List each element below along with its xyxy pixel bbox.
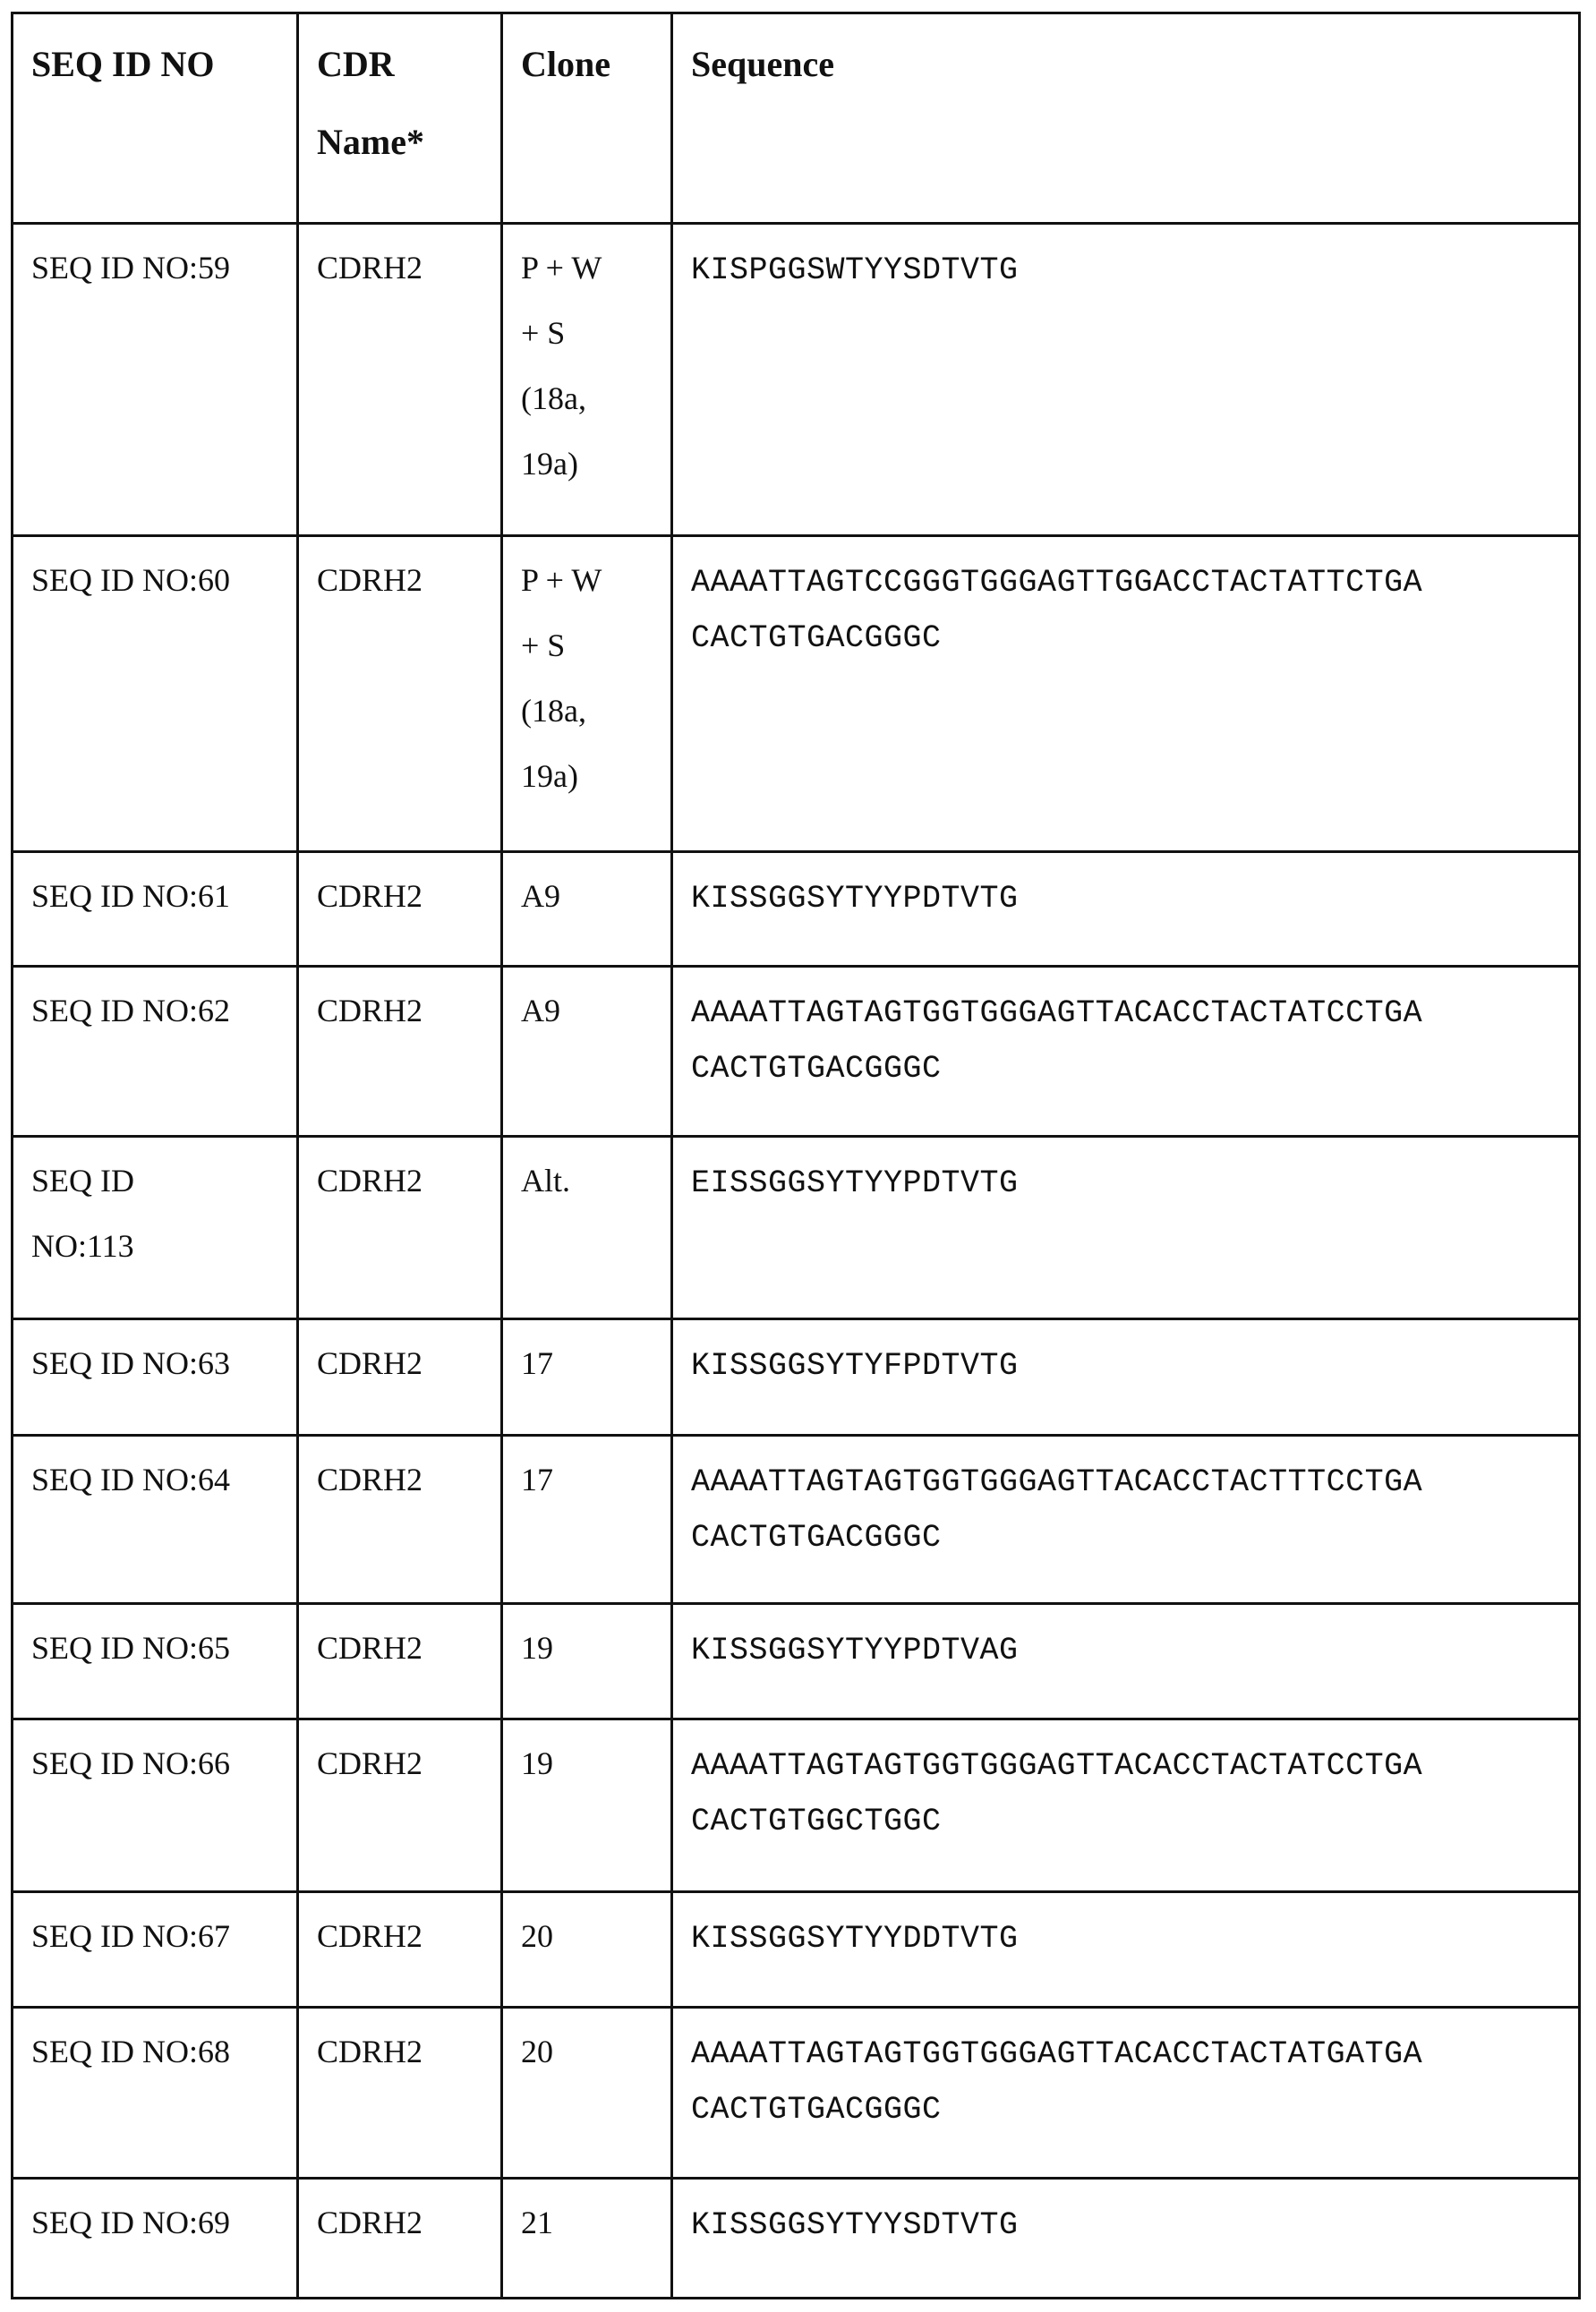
cdr-name-cell-value: CDRH2 xyxy=(317,993,423,1028)
sequence-cell-line: KISSGGSYTYYDDTVTG xyxy=(691,1921,1019,1957)
seq-id-cell xyxy=(13,1892,298,2008)
sequence-cell xyxy=(672,2179,1580,2299)
table-row xyxy=(13,1436,1580,1604)
clone-cell-line: 19 xyxy=(521,1630,553,1666)
sequence-cell-line: KISSGGSYTYYSDTVTG xyxy=(691,2207,1019,2243)
table-row xyxy=(13,2179,1580,2299)
sequence-cell-line: CACTGTGACGGGC xyxy=(691,1520,942,1556)
clone-cell-line: 20 xyxy=(521,2034,553,2069)
cdr-name-cell-value: CDRH2 xyxy=(317,1462,423,1497)
cdr-name-cell xyxy=(298,1436,502,1604)
sequence-cell xyxy=(672,1892,1580,2008)
clone-cell xyxy=(502,852,672,967)
header-clone-label: Clone xyxy=(521,44,610,84)
clone-cell xyxy=(502,536,672,852)
table-row xyxy=(13,536,1580,852)
seq-id-cell-line: SEQ ID NO:63 xyxy=(31,1345,230,1381)
header-sequence xyxy=(672,13,1580,224)
clone-cell xyxy=(502,967,672,1137)
seq-id-cell xyxy=(13,852,298,967)
table-row xyxy=(13,224,1580,536)
table-row xyxy=(13,1719,1580,1892)
sequence-cell-line: AAAATTAGTAGTGGTGGGAGTTACACCTACTATCCTGA xyxy=(691,1748,1423,1784)
sequence-cell-line: CACTGTGACGGGC xyxy=(691,1051,942,1087)
table-row xyxy=(13,1892,1580,2008)
cdr-name-cell xyxy=(298,852,502,967)
cdr-name-cell xyxy=(298,1319,502,1436)
clone-cell xyxy=(502,2008,672,2179)
seq-id-cell-line: SEQ ID NO:60 xyxy=(31,562,230,598)
cdr-name-cell-value: CDRH2 xyxy=(317,1918,423,1954)
clone-cell xyxy=(502,1319,672,1436)
clone-cell xyxy=(502,1719,672,1892)
cdr-name-cell xyxy=(298,2008,502,2179)
table-row xyxy=(13,1137,1580,1319)
header-row xyxy=(13,13,1580,224)
clone-cell-line: (18a, xyxy=(521,693,586,729)
sequence-cell-line: KISSGGSYTYYPDTVAG xyxy=(691,1633,1019,1668)
cdr-name-cell xyxy=(298,2179,502,2299)
cdr-name-cell-value: CDRH2 xyxy=(317,2034,423,2069)
clone-cell xyxy=(502,1892,672,2008)
seq-id-cell-line: SEQ ID NO:62 xyxy=(31,993,230,1028)
cdr-name-cell-value: CDRH2 xyxy=(317,2205,423,2240)
clone-cell-line: 17 xyxy=(521,1462,553,1497)
sequence-cell xyxy=(672,1137,1580,1319)
clone-cell xyxy=(502,1604,672,1719)
clone-cell-line: P + W xyxy=(521,562,602,598)
header-cdr-name-line2: Name* xyxy=(317,122,424,162)
clone-cell xyxy=(502,224,672,536)
cdr-name-cell-value: CDRH2 xyxy=(317,1163,423,1199)
clone-cell-line: P + W xyxy=(521,250,602,286)
clone-cell xyxy=(502,1137,672,1319)
seq-id-cell xyxy=(13,224,298,536)
sequence-cell xyxy=(672,967,1580,1137)
cdr-name-cell-value: CDRH2 xyxy=(317,1630,423,1666)
seq-id-cell-line: SEQ ID NO:61 xyxy=(31,878,230,914)
header-clone xyxy=(502,13,672,224)
sequence-cell xyxy=(672,1436,1580,1604)
seq-id-cell-line: SEQ ID NO:68 xyxy=(31,2034,230,2069)
cdr-name-cell xyxy=(298,1892,502,2008)
table-row xyxy=(13,1319,1580,1436)
seq-id-cell-line: SEQ ID NO:59 xyxy=(31,250,230,286)
cdr-name-cell xyxy=(298,224,502,536)
sequence-cell-line: KISPGGSWTYYSDTVTG xyxy=(691,252,1019,288)
sequence-cell xyxy=(672,1319,1580,1436)
seq-id-cell-line: SEQ ID NO:65 xyxy=(31,1630,230,1666)
clone-cell-line: 20 xyxy=(521,1918,553,1954)
sequence-cell-line: CACTGTGACGGGC xyxy=(691,620,942,656)
sequence-cell-line: AAAATTAGTAGTGGTGGGAGTTACACCTACTATGATGA xyxy=(691,2036,1423,2072)
sequence-cell-line: KISSGGSYTYFPDTVTG xyxy=(691,1348,1019,1384)
cdr-name-cell-value: CDRH2 xyxy=(317,1745,423,1781)
seq-id-cell-line: SEQ ID NO:69 xyxy=(31,2205,230,2240)
sequence-cell-line: CACTGTGACGGGC xyxy=(691,2092,942,2128)
seq-id-cell-line: SEQ ID NO:66 xyxy=(31,1745,230,1781)
sequence-cell xyxy=(672,1604,1580,1719)
sequence-cell xyxy=(672,852,1580,967)
cdr-name-cell xyxy=(298,967,502,1137)
table-row xyxy=(13,2008,1580,2179)
sequence-cell-line: AAAATTAGTCCGGGTGGGAGTTGGACCTACTATTCTGA xyxy=(691,565,1423,601)
header-seq-id-label: SEQ ID NO xyxy=(31,44,215,84)
cdr-sequence-table xyxy=(11,12,1581,2299)
clone-cell-line: 19 xyxy=(521,1745,553,1781)
table-row xyxy=(13,852,1580,967)
cdr-name-cell-value: CDRH2 xyxy=(317,250,423,286)
clone-cell-line: (18a, xyxy=(521,380,586,416)
seq-id-cell xyxy=(13,1604,298,1719)
seq-id-cell xyxy=(13,1137,298,1319)
sequence-cell-line: AAAATTAGTAGTGGTGGGAGTTACACCTACTTTCCTGA xyxy=(691,1464,1423,1500)
cdr-name-cell-value: CDRH2 xyxy=(317,1345,423,1381)
sequence-cell-line: AAAATTAGTAGTGGTGGGAGTTACACCTACTATCCTGA xyxy=(691,995,1423,1031)
clone-cell-line: 19a) xyxy=(521,446,578,482)
sequence-cell-line: EISSGGSYTYYPDTVTG xyxy=(691,1165,1019,1201)
cdr-name-cell-value: CDRH2 xyxy=(317,562,423,598)
clone-cell-line: + S xyxy=(521,627,566,663)
header-cdr-name xyxy=(298,13,502,224)
sequence-cell-line: KISSGGSYTYYPDTVTG xyxy=(691,881,1019,917)
sequence-cell xyxy=(672,224,1580,536)
seq-id-cell xyxy=(13,1719,298,1892)
seq-id-cell-line: SEQ ID NO:67 xyxy=(31,1918,230,1954)
header-cdr-name-line1: CDR xyxy=(317,44,395,84)
seq-id-cell xyxy=(13,2008,298,2179)
seq-id-cell-line: SEQ ID xyxy=(31,1163,134,1199)
clone-cell-line: A9 xyxy=(521,993,560,1028)
clone-cell-line: + S xyxy=(521,315,566,351)
clone-cell-line: 19a) xyxy=(521,758,578,794)
header-seq-id xyxy=(13,13,298,224)
clone-cell xyxy=(502,2179,672,2299)
cdr-name-cell xyxy=(298,1719,502,1892)
cdr-name-cell xyxy=(298,1137,502,1319)
sequence-cell xyxy=(672,1719,1580,1892)
table-body xyxy=(13,224,1580,2299)
clone-cell xyxy=(502,1436,672,1604)
clone-cell-line: A9 xyxy=(521,878,560,914)
cdr-name-cell xyxy=(298,1604,502,1719)
sequence-cell xyxy=(672,2008,1580,2179)
clone-cell-line: Alt. xyxy=(521,1163,571,1199)
sequence-cell xyxy=(672,536,1580,852)
seq-id-cell-line: NO:113 xyxy=(31,1228,134,1264)
clone-cell-line: 21 xyxy=(521,2205,553,2240)
seq-id-cell xyxy=(13,1319,298,1436)
table-row xyxy=(13,967,1580,1137)
cdr-name-cell xyxy=(298,536,502,852)
clone-cell-line: 17 xyxy=(521,1345,553,1381)
seq-id-cell xyxy=(13,2179,298,2299)
table-row xyxy=(13,1604,1580,1719)
seq-id-cell xyxy=(13,536,298,852)
seq-id-cell xyxy=(13,1436,298,1604)
sequence-cell-line: CACTGTGGCTGGC xyxy=(691,1804,942,1839)
cdr-name-cell-value: CDRH2 xyxy=(317,878,423,914)
header-sequence-label: Sequence xyxy=(691,44,834,84)
seq-id-cell xyxy=(13,967,298,1137)
seq-id-cell-line: SEQ ID NO:64 xyxy=(31,1462,230,1497)
